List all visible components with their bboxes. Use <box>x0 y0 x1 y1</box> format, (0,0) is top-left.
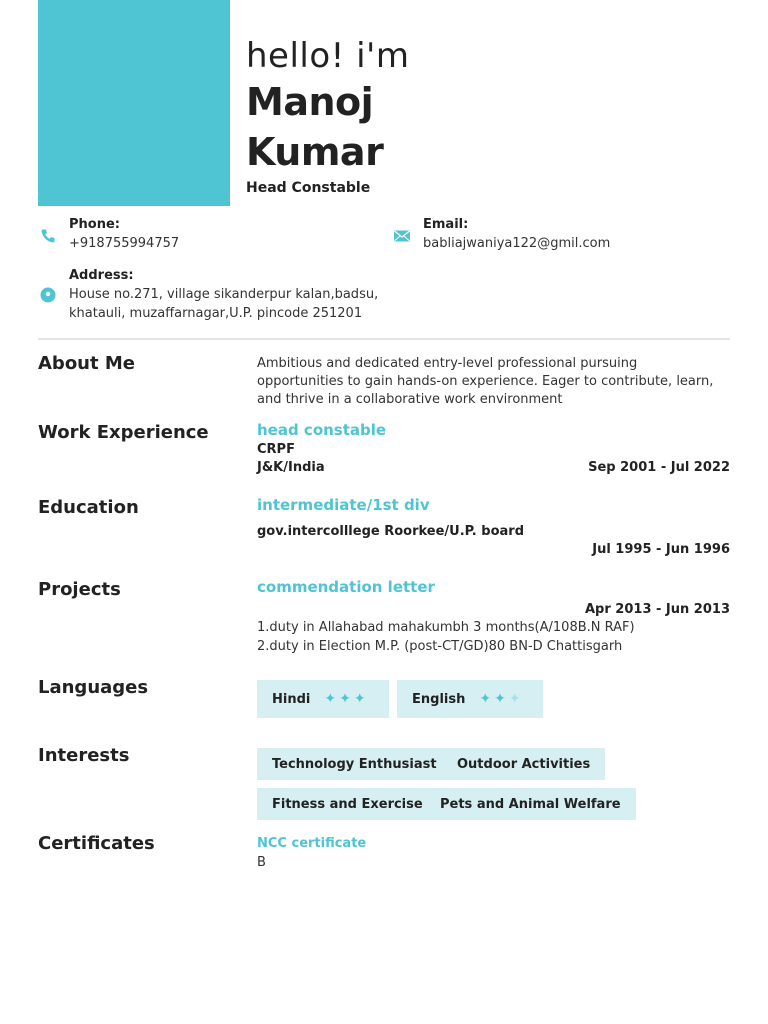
about-line-2: opportunities to gain hands-on experience. Eager to contribute, learn, <box>257 374 714 389</box>
phone-icon <box>40 228 56 244</box>
section-projects-heading: Projects <box>38 579 121 600</box>
project-title: commendation letter <box>257 578 435 596</box>
profile-photo <box>38 0 230 206</box>
language-level-stars <box>324 691 368 707</box>
star-icon: ✦ <box>324 691 340 707</box>
address-label: Address: <box>69 268 134 283</box>
work-dates: Sep 2001 - Jul 2022 <box>588 460 730 475</box>
interest-chip: Fitness and Exercise <box>257 788 438 820</box>
star-icon: ✦ <box>479 691 495 707</box>
project-line-1: 1.duty in Allahabad mahakumbh 3 months(A/108B.N RAF) <box>257 620 635 635</box>
first-name: Manoj <box>246 80 374 124</box>
address-line-2: khatauli, muzaffarnagar,U.P. pincode 251201 <box>69 306 363 321</box>
interest-chip: Technology Enthusiast <box>257 748 452 780</box>
work-role: head constable <box>257 421 387 439</box>
divider <box>38 338 730 340</box>
certificate-grade: B <box>257 855 266 870</box>
work-location: J&K/India <box>257 460 325 475</box>
location-pin-icon <box>40 287 56 303</box>
interest-chip: Outdoor Activities <box>442 748 605 780</box>
education-dates: Jul 1995 - Jun 1996 <box>592 542 730 557</box>
language-name: Hindi <box>272 691 311 707</box>
section-about-heading: About Me <box>38 353 135 374</box>
language-name: English <box>412 691 466 707</box>
phone-value: +918755994757 <box>69 236 180 251</box>
certificate-name: NCC certificate <box>257 836 367 851</box>
star-icon: ✦ <box>353 691 369 707</box>
project-dates: Apr 2013 - Jun 2013 <box>585 602 730 617</box>
education-degree: intermediate/1st div <box>257 496 430 514</box>
star-icon: ✦ <box>494 691 509 707</box>
star-empty-icon: ✦ <box>508 691 524 707</box>
about-line-3: and thrive in a collaborative work environment <box>257 392 563 407</box>
last-name: Kumar <box>246 130 384 174</box>
section-languages-heading: Languages <box>38 677 149 698</box>
star-icon: ✦ <box>339 691 354 707</box>
section-interests-heading: Interests <box>38 745 130 766</box>
email-label: Email: <box>423 217 469 232</box>
address-line-1: House no.271, village sikanderpur kalan,badsu, <box>69 287 379 302</box>
language-chip-english <box>397 680 543 718</box>
language-chip-hindi <box>257 680 389 718</box>
mail-icon <box>393 228 409 244</box>
language-level-stars <box>479 691 523 707</box>
about-text <box>257 355 730 409</box>
job-title: Head Constable <box>246 180 371 196</box>
project-line-2: 2.duty in Election M.P. (post-CT/GD)80 BN-D Chattisgarh <box>257 639 623 654</box>
education-school: gov.intercolllege Roorkee/U.P. board <box>257 524 525 539</box>
about-line-1: Ambitious and dedicated entry-level professional pursuing <box>257 356 638 371</box>
section-work-heading: Work Experience <box>38 422 209 443</box>
greeting: hello! i'm <box>246 36 410 76</box>
work-org: CRPF <box>257 442 295 457</box>
section-education-heading: Education <box>38 497 139 518</box>
email-value: babliajwaniya122@gmil.com <box>423 236 611 251</box>
interest-chip: Pets and Animal Welfare <box>425 788 636 820</box>
section-certificates-heading: Certificates <box>38 833 155 854</box>
phone-label: Phone: <box>69 217 120 232</box>
